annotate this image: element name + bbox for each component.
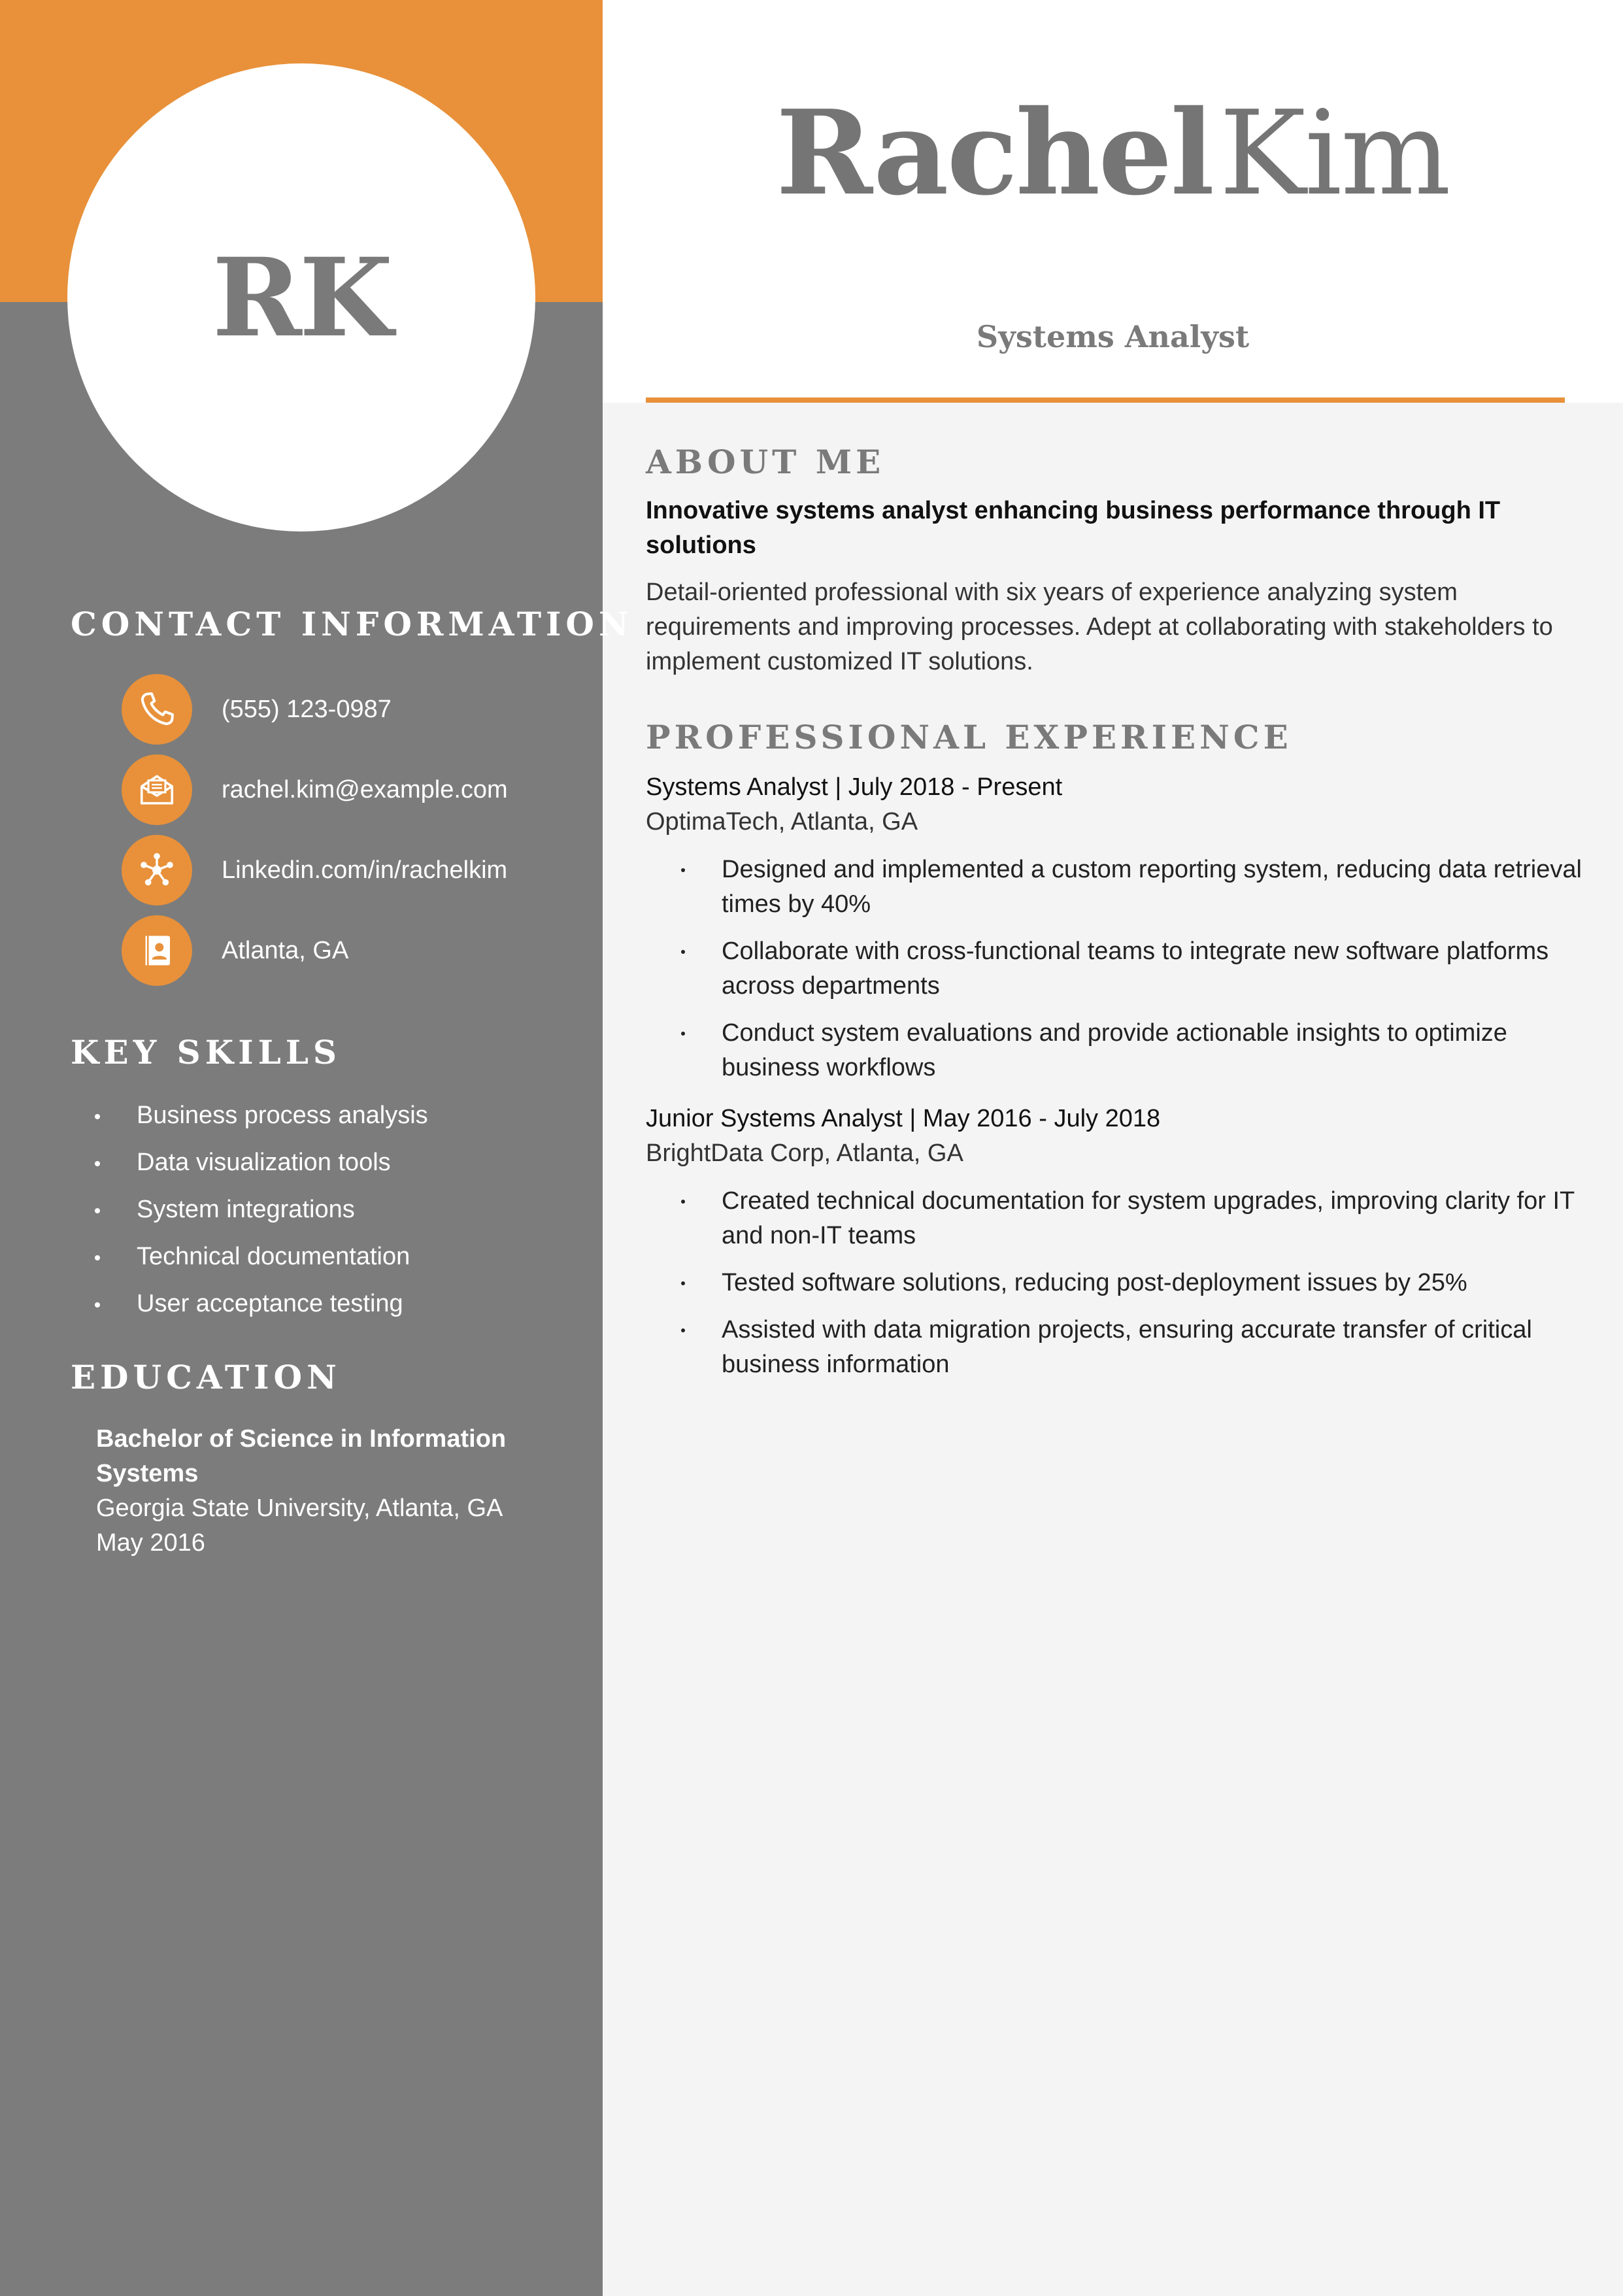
job-bullet: Tested software solutions, reducing post-deployment issues by 25% (646, 1266, 1587, 1300)
contact-location-text: Atlanta, GA (222, 936, 349, 964)
job-bullet: Assisted with data migration projects, ensuring accurate transfer of critical business information (646, 1313, 1587, 1382)
last-name: Kim (1219, 86, 1450, 221)
about-tagline: Innovative systems analyst enhancing business performance through IT solutions (646, 497, 1501, 559)
avatar (67, 63, 535, 532)
job-bullet: Designed and implemented a custom reporting system, reducing data retrieval times by 40% (646, 853, 1587, 922)
phone-icon (122, 674, 192, 745)
skill-item: Technical documentation (95, 1233, 428, 1280)
contact-phone-text[interactable]: (555) 123-0987 (222, 695, 392, 723)
contact-phone (122, 673, 392, 745)
job-bullets (646, 853, 1587, 1085)
about-heading: ABOUT ME (646, 443, 885, 481)
job-entry (646, 770, 1587, 1098)
network-icon (122, 835, 192, 905)
education-heading: EDUCATION (71, 1358, 341, 1396)
education-school: Georgia State University, Atlanta, GA (96, 1494, 503, 1522)
skill-item: System integrations (95, 1186, 428, 1233)
contact-heading: CONTACT INFORMATION (71, 605, 633, 643)
education-entry (96, 1422, 554, 1561)
candidate-name (603, 84, 1623, 221)
job-role-line: Junior Systems Analyst | May 2016 - July 2018 (646, 1105, 1161, 1132)
contact-linkedin (122, 834, 507, 906)
job-company: OptimaTech, Atlanta, GA (646, 808, 918, 836)
first-name: Rachel (776, 84, 1213, 221)
job-bullet: Created technical documentation for system upgrades, improving clarity for IT and non-IT teams (646, 1184, 1587, 1253)
contact-location (122, 915, 348, 987)
address-book-icon (122, 915, 192, 986)
job-bullet: Conduct system evaluations and provide actionable insights to optimize business workflows (646, 1016, 1587, 1085)
skill-item: Business process analysis (95, 1092, 428, 1139)
skill-item: Data visualization tools (95, 1139, 428, 1186)
contact-linkedin-text[interactable]: Linkedin.com/in/rachelkim (222, 856, 508, 884)
contact-email-text[interactable]: rachel.kim@example.com (222, 775, 508, 803)
job-role-line: Systems Analyst | July 2018 - Present (646, 773, 1063, 801)
experience-heading: PROFESSIONAL EXPERIENCE (646, 718, 1292, 756)
job-title: Systems Analyst (976, 319, 1250, 354)
job-bullet: Collaborate with cross-functional teams to integrate new software platforms across departments (646, 934, 1587, 1004)
education-date: May 2016 (96, 1529, 205, 1557)
job-entry (646, 1102, 1587, 1394)
skills-list (95, 1092, 428, 1327)
email-icon (122, 754, 192, 825)
job-bullets (646, 1184, 1587, 1382)
job-company: BrightData Corp, Atlanta, GA (646, 1140, 963, 1167)
skill-item: User acceptance testing (95, 1280, 428, 1327)
education-degree: Bachelor of Science in Information Systems (96, 1425, 507, 1487)
contact-email (122, 754, 508, 826)
skills-heading: KEY SKILLS (71, 1033, 342, 1072)
avatar-initials: RK (212, 234, 391, 361)
header-divider (646, 397, 1565, 403)
about-summary: Detail-oriented professional with six years of experience analyzing system requirements and improving processes. Adept at collaborating with stakeholders to implement customized IT solutions. (646, 579, 1553, 675)
sidebar (0, 0, 633, 2296)
